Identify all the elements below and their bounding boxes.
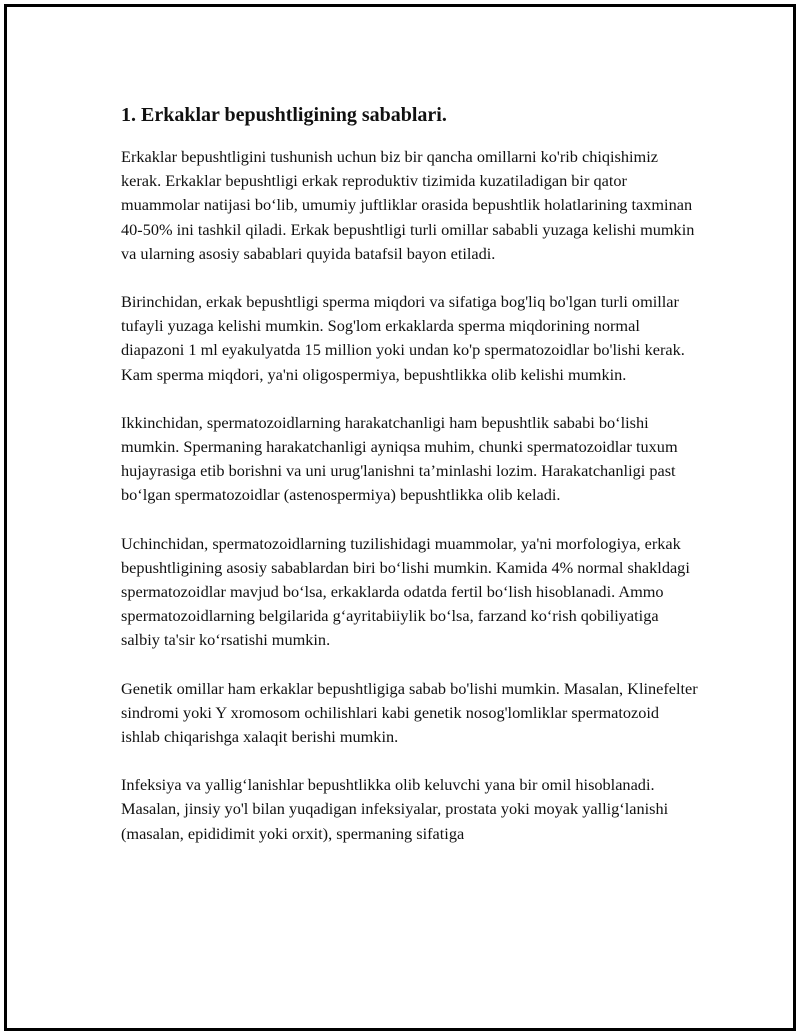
paragraph-infection: Infeksiya va yallig‘lanishlar bepushtlikka olib keluvchi yana bir omil hisoblanadi. Masalan, jinsiy yo'l bilan yuqadigan infeksiyalar, prostata yoki moyak yallig‘lanishi (masalan, epididimit yoki orxit), spermaning sifatiga	[121, 775, 669, 843]
paragraph-intro: Erkaklar bepushtligini tushunish uchun biz bir qancha omillarni ko'rib chiqishimiz kerak. Erkaklar bepushtligi erkak reproduktiv tizimida kuzatiladigan bir qator muammolar natijasi bo‘lib, umumiy juftliklar orasida bepushtlik holatlarining taxminan 40-50% ini tashkil qiladi. Erkak bepushtligi turli omillar sababli yuzaga kelishi mumkin va ularning asosiy sabablari quyida batafsil bayon etiladi.	[121, 147, 695, 263]
paragraph-motility: Ikkinchidan, spermatozoidlarning harakatchanligi ham bepushtlik sababi bo‘lishi mumkin. Spermaning harakatchanligi ayniqsa muhim, chunki spermatozoidlar tuxum hujayrasiga etib borishni va uni urug'lanishni ta’minlashi lozim. Harakatchanligi past bo‘lgan spermatozoidlar (astenospermiya) bepushtlikka olib keladi.	[121, 412, 678, 505]
page-frame	[4, 4, 796, 1031]
paragraph-genetic: Genetik omillar ham erkaklar bepushtligiga sabab bo'lishi mumkin. Masalan, Klinefelter sindromi yoki Y xromosom ochilishlari kabi genetik nosog'lomliklar spermatozoid ishlab chiqarishga xalaqit berishi mumkin.	[121, 678, 698, 747]
document-body	[121, 101, 701, 870]
paragraph-sperm-count: Birinchidan, erkak bepushtligi sperma miqdori va sifatiga bog'liq bo'lgan turli omillar tufayli yuzaga kelishi mumkin. Sog'lom erkaklarda sperma miqdorining normal diapazoni 1 ml eyakulyatda 15 million yoki undan ko'p spermatozoidlar bo'lishi kerak. Kam sperma miqdori, ya'ni oligospermiya, bepushtlikka olib kelishi mumkin.	[121, 292, 685, 384]
section-heading: 1. Erkaklar bepushtligining sabablari.	[121, 104, 447, 126]
paragraph-morphology: Uchinchidan, spermatozoidlarning tuzilishidagi muammolar, ya'ni morfologiya, erkak bepushtligining asosiy sabablardan biri bo‘lishi mumkin. Kamida 4% normal shakldagi spermatozoidlar mavjud bo‘lsa, erkaklarda odatda fertil bo‘lish hisoblanadi. Ammo spermatozoidlarning belgilarida g‘ayritabiiylik bo‘lsa, farzand ko‘rish qobiliyatiga salbiy ta'sir ko‘rsatishi mumkin.	[121, 533, 690, 650]
